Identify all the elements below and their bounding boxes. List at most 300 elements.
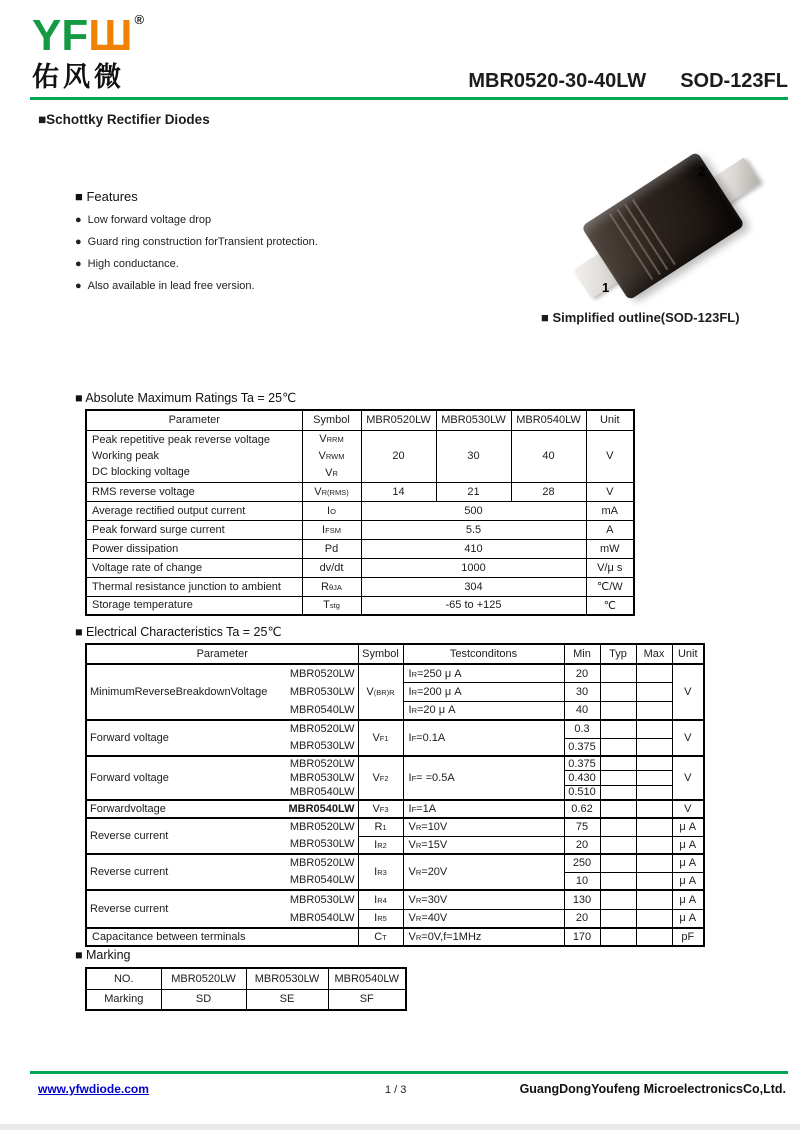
param-name: Reverse current	[90, 903, 169, 915]
col-header: Parameter	[86, 410, 302, 430]
part-number: MBR0520LW	[289, 668, 355, 680]
symbol-cell	[302, 558, 361, 577]
logo-chinese-text: 佑风微	[32, 62, 125, 93]
symbol-cell	[358, 800, 403, 818]
part-number: MBR0540LW	[288, 803, 355, 815]
cond-cell	[403, 818, 564, 836]
param-cell	[86, 720, 358, 756]
param-cell	[86, 664, 358, 720]
part-number: MBR0530LW	[289, 838, 355, 850]
unit-cell: V	[672, 664, 704, 720]
symbol: I	[327, 504, 331, 517]
col-header: MBR0530LW	[436, 410, 511, 430]
symbol: dv/dt	[319, 561, 344, 574]
feature-text: Guard ring construction forTransient protection.	[87, 236, 318, 248]
cond-rest: =20V	[421, 866, 448, 878]
symbol-sub: R(RMS)	[321, 487, 349, 497]
min-cell: 250	[564, 854, 600, 872]
typ-cell	[600, 818, 636, 836]
param-cell: Storage temperature	[86, 596, 302, 615]
symbol-cell	[302, 520, 361, 539]
param-cell	[86, 854, 358, 890]
col-header: Symbol	[302, 410, 361, 430]
cond-cell	[403, 720, 564, 756]
max-cell	[636, 909, 672, 928]
cond: V	[408, 821, 416, 834]
value-cell: 21	[436, 482, 511, 501]
max-cell	[636, 771, 672, 786]
marking-heading: ■ Marking	[75, 948, 131, 962]
col-header: Unit	[672, 644, 704, 664]
table-header-row	[86, 410, 634, 430]
symbol-cell	[302, 596, 361, 615]
col-header: Unit	[586, 410, 634, 430]
param-line: Working peak	[92, 450, 160, 462]
symbol: V	[319, 432, 327, 445]
min-cell: 130	[564, 890, 600, 909]
cond: V	[408, 866, 416, 878]
cond: I	[408, 667, 412, 680]
cond-cell	[403, 701, 564, 720]
document-subtitle: ■Schottky Rectifier Diodes	[38, 112, 210, 127]
unit-cell: mA	[586, 501, 634, 520]
param-cell	[86, 430, 302, 482]
symbol-sub: RWM	[325, 451, 345, 461]
title-part-number: MBR0520-30-40LW	[468, 70, 647, 92]
symbol-cell	[302, 430, 361, 482]
col-header: MBR0520LW	[361, 410, 436, 430]
marking-cell: SE	[246, 989, 328, 1010]
unit-cell: μ A	[672, 890, 704, 909]
param-name: Reverse current	[90, 866, 169, 878]
feature-text: Low forward voltage drop	[87, 214, 212, 226]
symbol-cell	[358, 756, 403, 800]
part-number: MBR0540LW	[289, 912, 355, 924]
max-cell	[636, 928, 672, 946]
cond-cell	[403, 890, 564, 909]
param-cell: Power dissipation	[86, 539, 302, 558]
symbol-cell	[302, 501, 361, 520]
value-cell: 5.5	[361, 520, 586, 539]
table-row	[86, 596, 634, 615]
marking-cell: Marking	[86, 989, 161, 1010]
table-row	[86, 989, 406, 1010]
cond: I	[408, 704, 412, 717]
feature-item	[75, 214, 435, 226]
min-cell: 0.62	[564, 800, 600, 818]
table-row	[86, 720, 704, 738]
col-header: Symbol	[358, 644, 403, 664]
unit-cell: V	[586, 482, 634, 501]
symbol-cell	[358, 909, 403, 928]
cond-sub: R	[411, 669, 417, 679]
symbol-cell	[358, 854, 403, 890]
symbol-sub: F3	[379, 805, 389, 814]
feature-item	[75, 280, 435, 292]
cond: I	[408, 803, 412, 815]
param-line: Peak repetitive peak reverse voltage	[92, 434, 270, 446]
symbol: Pd	[324, 542, 339, 555]
cond-cell	[403, 756, 564, 800]
abs-max-heading: ■ Absolute Maximum Ratings Ta = 25℃	[75, 391, 297, 405]
symbol-cell	[358, 818, 403, 836]
max-cell	[636, 785, 672, 800]
table-row	[86, 577, 634, 596]
value-cell: 30	[436, 430, 511, 482]
param-cell: Average rectified output current	[86, 501, 302, 520]
typ-cell	[600, 928, 636, 946]
marking-cell: NO.	[86, 968, 161, 989]
bullet-icon: ●	[75, 258, 82, 270]
value-cell: -65 to +125	[361, 596, 586, 615]
part-number: MBR0530LW	[289, 894, 355, 906]
table-row	[86, 818, 704, 836]
min-cell: 0.375	[564, 756, 600, 771]
symbol: I	[374, 838, 378, 851]
param-cell	[86, 818, 358, 854]
unit-cell: μ A	[672, 909, 704, 928]
cond-sub: R	[415, 823, 422, 833]
min-cell: 30	[564, 683, 600, 702]
col-header: Max	[636, 644, 672, 664]
table-row	[86, 800, 704, 818]
bullet-icon: ●	[75, 280, 82, 292]
symbol: I	[374, 893, 378, 906]
unit-cell: V/μ s	[586, 558, 634, 577]
symbol-sub: RRM	[326, 434, 344, 444]
bullet-icon: ●	[75, 236, 82, 248]
value-cell: 304	[361, 577, 586, 596]
min-cell: 20	[564, 664, 600, 683]
max-cell	[636, 664, 672, 683]
table-row	[86, 539, 634, 558]
cond-rest: = =0.5A	[416, 772, 455, 784]
bullet-icon: ●	[75, 214, 82, 226]
header-divider	[30, 97, 788, 100]
min-cell: 20	[564, 836, 600, 854]
min-cell: 170	[564, 928, 600, 946]
part-number: MBR0530LW	[289, 686, 355, 698]
symbol: T	[323, 599, 330, 612]
symbol-cell	[358, 928, 403, 946]
min-cell: 75	[564, 818, 600, 836]
table-row	[86, 928, 704, 946]
typ-cell	[600, 854, 636, 872]
feature-text: High conductance.	[87, 258, 179, 270]
table-row	[86, 756, 704, 771]
cond-rest: =10V	[421, 821, 448, 834]
cond-sub: R	[415, 895, 422, 905]
param-cell	[86, 800, 358, 818]
package-caption: ■ Simplified outline(SOD-123FL)	[541, 310, 740, 325]
pin2-label: 2	[698, 164, 706, 179]
param-line: DC blocking voltage	[92, 466, 190, 478]
typ-cell	[600, 701, 636, 720]
max-cell	[636, 756, 672, 771]
symbol-sub: O	[330, 506, 336, 516]
cond: I	[408, 772, 412, 784]
symbol-cell	[358, 836, 403, 854]
unit-cell: ℃/W	[586, 577, 634, 596]
min-cell: 40	[564, 701, 600, 720]
value-cell: 40	[511, 430, 586, 482]
cond-rest: =200 μ A	[416, 685, 462, 698]
value-cell: 1000	[361, 558, 586, 577]
cond-cell	[403, 909, 564, 928]
symbol-cell	[302, 577, 361, 596]
unit-cell: V	[672, 720, 704, 756]
param-cell: Peak forward surge current	[86, 520, 302, 539]
table-row	[86, 854, 704, 872]
max-cell	[636, 872, 672, 890]
cond-cell	[403, 854, 564, 890]
symbol-sub: R4	[377, 895, 387, 905]
param-cell: Thermal resistance junction to ambient	[86, 577, 302, 596]
typ-cell	[600, 872, 636, 890]
registered-mark-icon: ®	[134, 12, 145, 27]
cond-rest: =40V	[421, 912, 448, 925]
symbol: V	[366, 686, 374, 698]
part-number: MBR0530LW	[289, 740, 355, 752]
cond-sub: F	[411, 805, 417, 814]
cond-cell	[403, 928, 564, 946]
cond-sub: R	[415, 868, 422, 877]
title-package-name: SOD-123FL	[680, 70, 788, 92]
cond-rest: =0V,f=1MHz	[421, 931, 482, 943]
brand-logo	[32, 11, 145, 94]
max-cell	[636, 701, 672, 720]
max-cell	[636, 720, 672, 738]
symbol: R	[374, 821, 383, 834]
cond-rest: =20 μ A	[416, 704, 456, 717]
symbol: V	[372, 803, 380, 815]
symbol-sub: R3	[377, 868, 387, 877]
marking-cell: MBR0530LW	[246, 968, 328, 989]
cond: V	[408, 931, 416, 943]
cond-rest: =15V	[421, 838, 448, 851]
cond: I	[408, 685, 412, 698]
table-row	[86, 558, 634, 577]
symbol-sub: F1	[379, 734, 389, 743]
table-row	[86, 664, 704, 683]
symbol-sub: FSM	[325, 525, 341, 535]
table-header-row	[86, 644, 704, 664]
cond-cell	[403, 683, 564, 702]
symbol: V	[325, 466, 333, 479]
value-cell: 20	[361, 430, 436, 482]
param-name: MinimumReverseBreakdownVoltage	[90, 686, 268, 698]
company-name: GuangDongYoufeng MicroelectronicsCo,Ltd.	[519, 1082, 786, 1096]
col-header: Testconditons	[403, 644, 564, 664]
max-cell	[636, 738, 672, 756]
param-cell	[86, 890, 358, 928]
part-number: MBR0540LW	[289, 874, 355, 886]
cond: V	[408, 912, 416, 925]
unit-cell: μ A	[672, 818, 704, 836]
pin1-label: 1	[602, 280, 610, 295]
symbol: V	[372, 772, 380, 784]
table-row	[86, 482, 634, 501]
max-cell	[636, 854, 672, 872]
unit-cell: pF	[672, 928, 704, 946]
value-cell: 28	[511, 482, 586, 501]
symbol: R	[321, 580, 329, 593]
cond-sub: R	[415, 933, 422, 942]
part-number: MBR0520LW	[289, 821, 355, 833]
table-row	[86, 430, 634, 482]
symbol-sub: θJA	[329, 582, 342, 592]
unit-cell: μ A	[672, 836, 704, 854]
col-header: Parameter	[86, 644, 358, 664]
min-cell: 0.430	[564, 771, 600, 786]
symbol-sub: R	[332, 468, 338, 478]
symbol-cell	[358, 890, 403, 909]
typ-cell	[600, 720, 636, 738]
feature-item	[75, 236, 435, 248]
unit-cell: ℃	[586, 596, 634, 615]
symbol: C	[374, 931, 383, 943]
marking-cell: SD	[161, 989, 246, 1010]
min-cell: 0.375	[564, 738, 600, 756]
param-cell: Voltage rate of change	[86, 558, 302, 577]
symbol-cell	[302, 539, 361, 558]
param-cell: RMS reverse voltage	[86, 482, 302, 501]
table-row	[86, 890, 704, 909]
typ-cell	[600, 738, 636, 756]
value-cell: 410	[361, 539, 586, 558]
unit-cell: V	[586, 430, 634, 482]
col-header: Min	[564, 644, 600, 664]
cond-sub: R	[415, 914, 422, 924]
param-name: Forward voltage	[90, 772, 169, 784]
part-number: MBR0530LW	[289, 772, 355, 784]
symbol-cell	[302, 482, 361, 501]
typ-cell	[600, 909, 636, 928]
unit-cell: V	[672, 800, 704, 818]
part-number: MBR0520LW	[289, 758, 355, 770]
symbol: I	[374, 866, 378, 878]
unit-cell: μ A	[672, 854, 704, 872]
typ-cell	[600, 836, 636, 854]
unit-cell: A	[586, 520, 634, 539]
logo-yf-text: YF	[32, 11, 89, 60]
symbol-sub: stg	[329, 601, 340, 611]
cond-cell	[403, 664, 564, 683]
typ-cell	[600, 771, 636, 786]
marking-table	[85, 967, 407, 1011]
param-cell	[86, 756, 358, 800]
param-cell: Capacitance between terminals	[86, 928, 358, 946]
typ-cell	[600, 756, 636, 771]
cond: V	[408, 838, 416, 851]
cond-rest: =1A	[416, 803, 437, 815]
symbol: V	[314, 485, 322, 498]
symbol: V	[372, 732, 380, 744]
min-cell: 0.3	[564, 720, 600, 738]
cond-cell	[403, 800, 564, 818]
unit-cell: μ A	[672, 872, 704, 890]
value-cell: 500	[361, 501, 586, 520]
features-heading: ■ Features	[75, 189, 138, 204]
cond-sub: F	[411, 774, 417, 783]
cond-rest: =30V	[421, 893, 448, 906]
abs-max-table	[85, 409, 635, 616]
cond-sub: R	[411, 687, 417, 697]
marking-cell: MBR0540LW	[328, 968, 406, 989]
cond-rest: =0.1A	[416, 732, 446, 744]
part-number: MBR0540LW	[289, 704, 355, 716]
part-number: MBR0520LW	[289, 857, 355, 869]
features-section	[75, 189, 435, 292]
elec-char-heading: ■ Electrical Characteristics Ta = 25℃	[75, 625, 282, 639]
part-number: MBR0540LW	[289, 786, 355, 798]
param-name: Forward voltage	[90, 732, 169, 744]
max-cell	[636, 683, 672, 702]
page-number: 1 / 3	[385, 1084, 407, 1096]
max-cell	[636, 890, 672, 909]
unit-cell: V	[672, 756, 704, 800]
symbol-sub: F2	[379, 774, 389, 783]
cond: I	[408, 732, 412, 744]
cond-rest: =250 μ A	[416, 667, 462, 680]
max-cell	[636, 800, 672, 818]
symbol-sub: (BR)R	[373, 688, 395, 697]
symbol: V	[318, 449, 326, 462]
cond-sub: R	[411, 706, 417, 716]
page-bottom-edge	[0, 1124, 800, 1130]
cond: V	[408, 893, 416, 906]
param-name: Reverse current	[90, 830, 169, 842]
param-name: Forwardvoltage	[90, 803, 166, 815]
website-link[interactable]: www.yfwdiode.com	[38, 1082, 149, 1096]
cond-sub: R	[415, 840, 422, 850]
typ-cell	[600, 683, 636, 702]
footer-divider	[30, 1071, 788, 1074]
typ-cell	[600, 785, 636, 800]
col-header: Typ	[600, 644, 636, 664]
symbol: I	[374, 912, 378, 925]
max-cell	[636, 818, 672, 836]
symbol-cell	[358, 664, 403, 720]
symbol: I	[322, 523, 326, 536]
logo-wordmark	[32, 11, 145, 60]
col-header: MBR0540LW	[511, 410, 586, 430]
value-cell: 14	[361, 482, 436, 501]
cond-sub: F	[411, 734, 417, 743]
symbol-sub: R2	[377, 840, 387, 850]
min-cell: 0.510	[564, 785, 600, 800]
package-outline-figure	[558, 152, 784, 304]
elec-char-table	[85, 643, 705, 947]
typ-cell	[600, 890, 636, 909]
symbol-sub: 1	[382, 823, 387, 833]
marking-cell: SF	[328, 989, 406, 1010]
cond-cell	[403, 836, 564, 854]
typ-cell	[600, 664, 636, 683]
symbol-sub: R5	[377, 914, 387, 924]
part-number: MBR0520LW	[289, 723, 355, 735]
table-row	[86, 501, 634, 520]
page-title	[468, 70, 788, 93]
feature-item	[75, 258, 435, 270]
table-row	[86, 968, 406, 989]
table-row	[86, 520, 634, 539]
typ-cell	[600, 800, 636, 818]
min-cell: 20	[564, 909, 600, 928]
symbol-cell	[358, 720, 403, 756]
logo-w-glyph: Ш	[88, 11, 133, 60]
symbol-sub: T	[382, 933, 387, 942]
